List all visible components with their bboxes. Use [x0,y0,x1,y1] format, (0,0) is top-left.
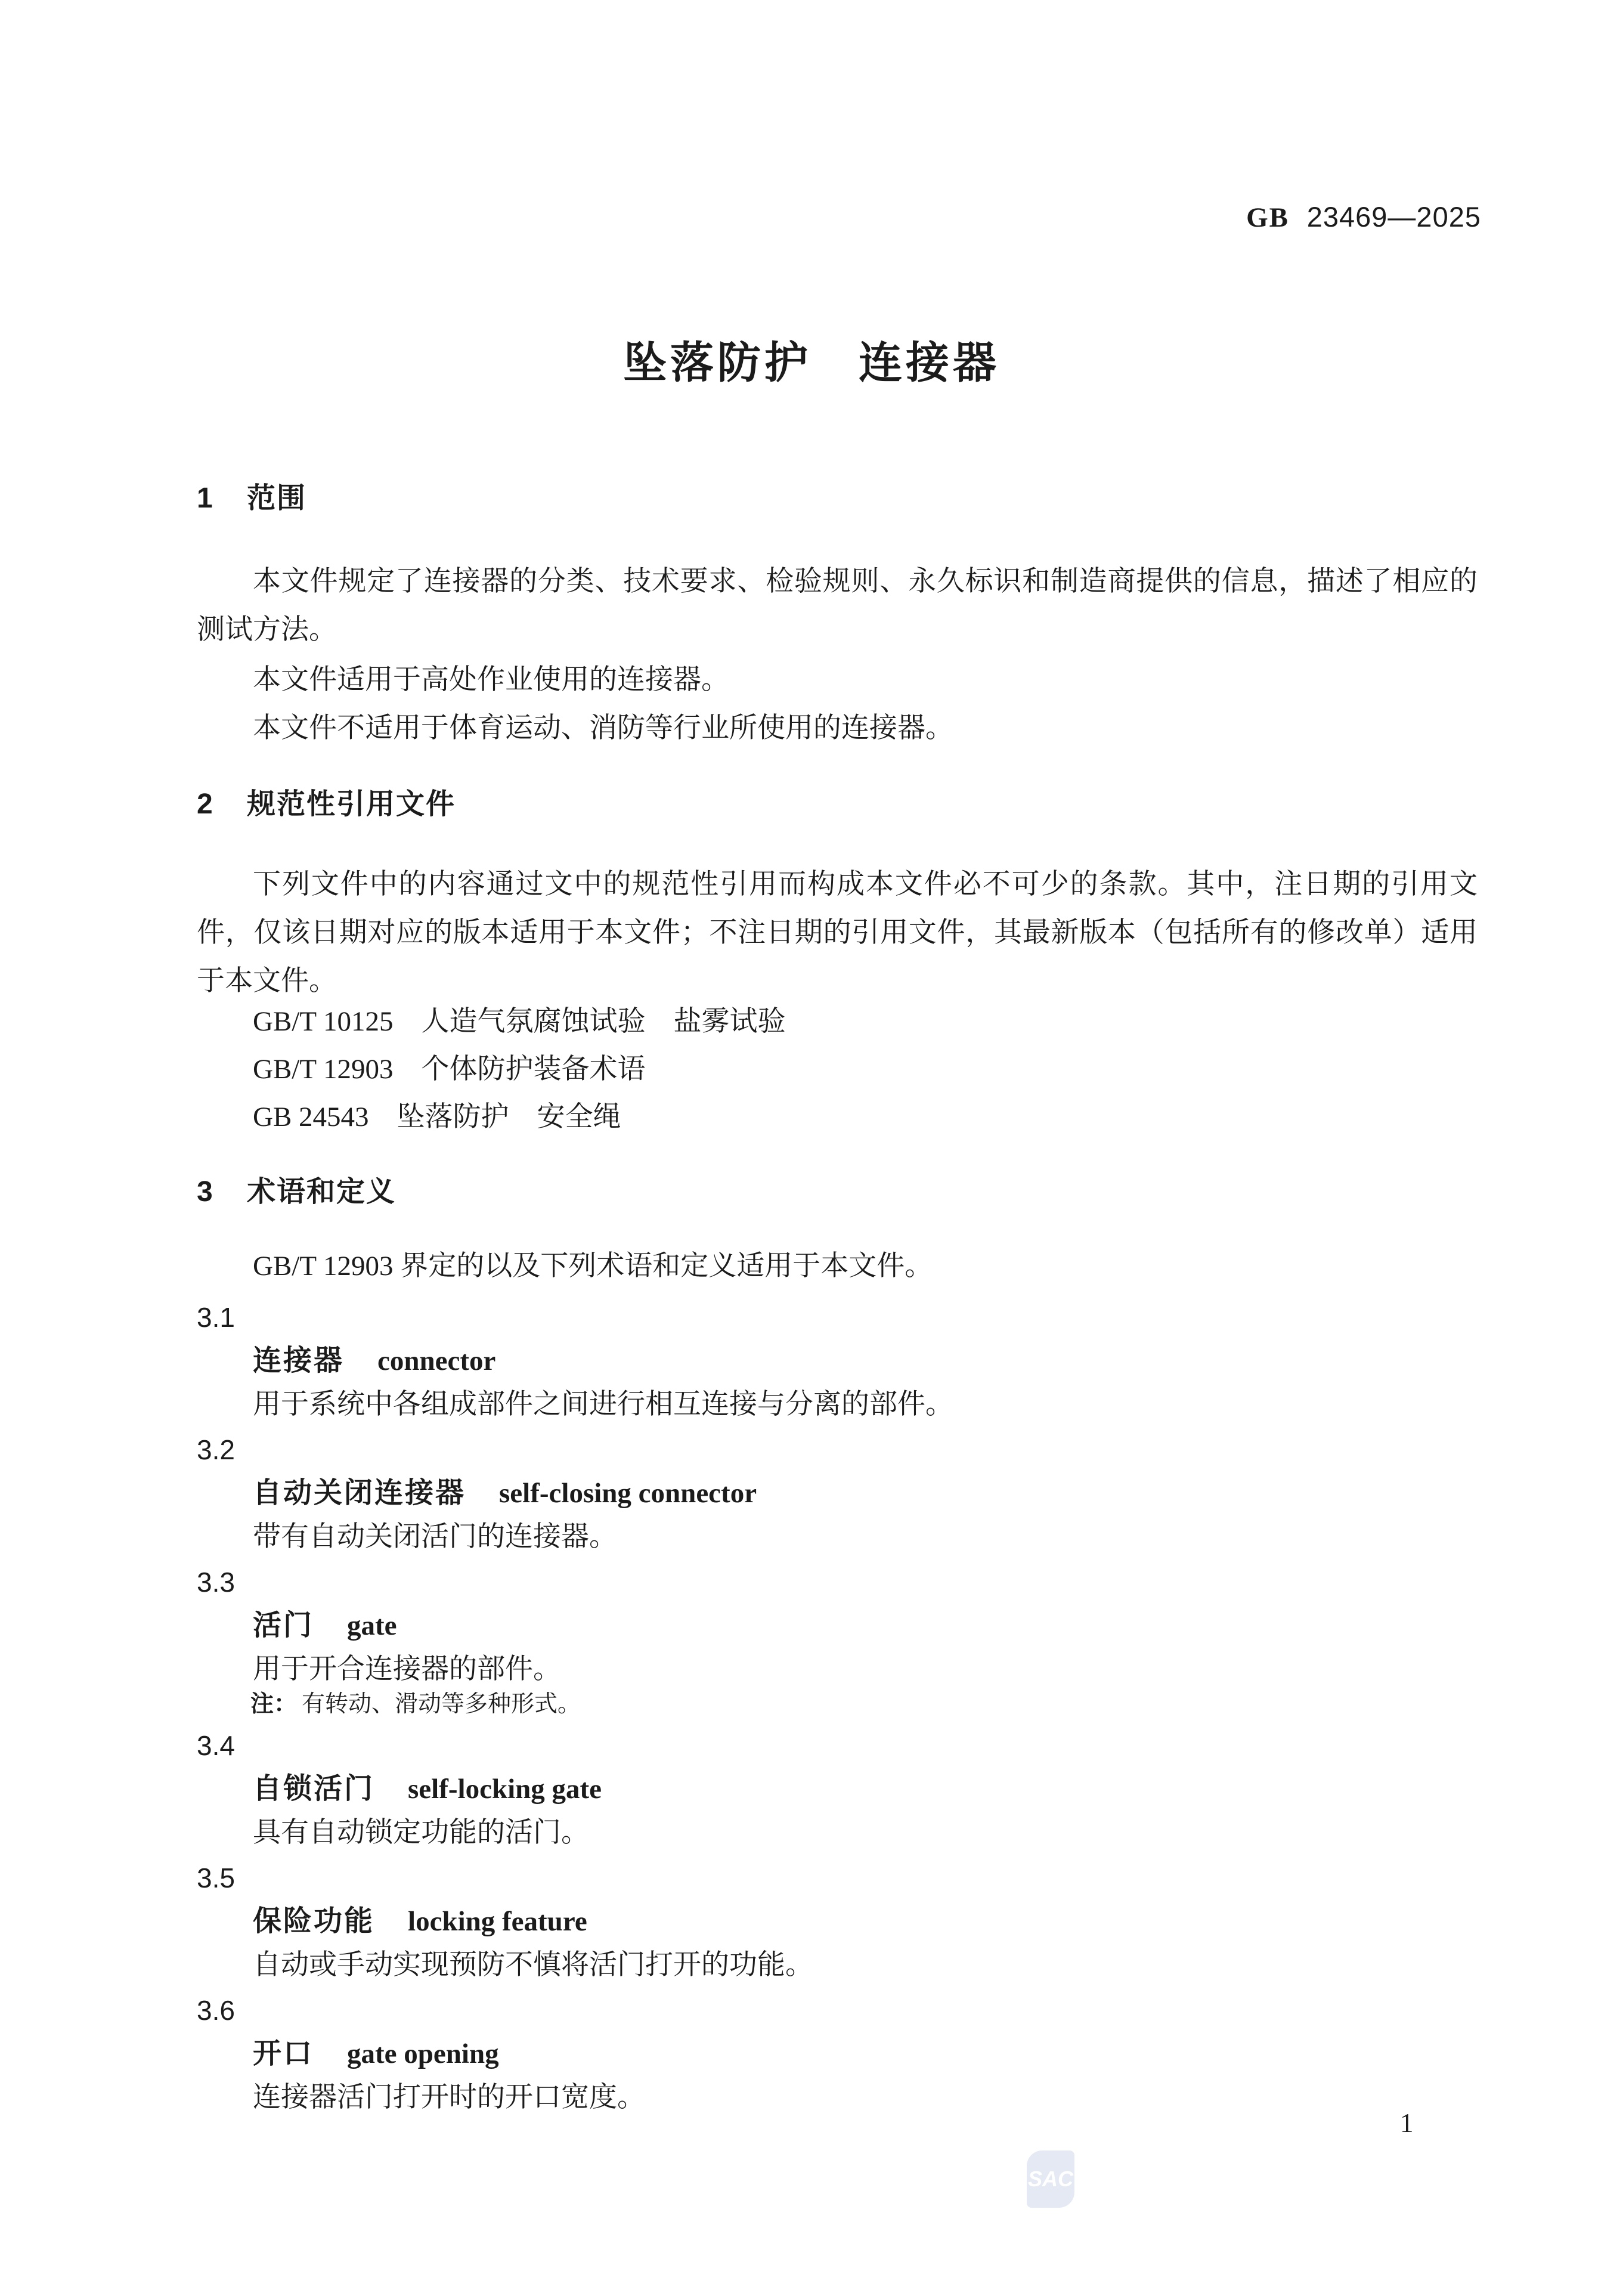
note-3-3-text: 有转动、滑动等多种形式。 [302,1691,581,1717]
scope-paragraph-2: 本文件适用于高处作业使用的连接器。 [253,664,729,695]
clause-number-3-5: 3.5 [197,1862,235,1893]
section-2-heading [197,790,456,819]
term-3-2 [253,1479,757,1508]
definition-3-6: 连接器活门打开时的开口宽度。 [253,2082,645,2113]
definition-3-4: 具有自动锁定功能的活门。 [253,1817,589,1848]
clause-number-3-3: 3.3 [197,1567,235,1598]
term-3-4-en: self-locking gate [408,1774,602,1805]
page-number: 1 [1400,2108,1414,2138]
section-3-heading [197,1178,396,1206]
doc-number [1246,203,1481,232]
doc-number-prefix: GB [1246,202,1289,233]
clause-number-3-2: 3.2 [197,1434,235,1465]
section-3-number: 3 [197,1176,213,1208]
term-3-1-en: connector [377,1345,496,1376]
scope-paragraph-1: 本文件规定了连接器的分类、技术要求、检验规则、永久标识和制造商提供的信息，描述了相应的测试方法。 [197,566,1478,645]
term-3-3-en: gate [347,1610,397,1641]
reference-item-3: GB 24543 坠落防护 安全绳 [253,1101,621,1132]
term-3-6-zh: 开口 [253,2038,314,2069]
sac-watermark-text: SAC [1027,2167,1073,2191]
term-3-5 [253,1907,587,1936]
document-title: 坠落防护 连接器 [623,339,1000,387]
doc-number-value: 23469—2025 [1306,201,1481,233]
clause-number-3-4: 3.4 [197,1730,235,1761]
definition-3-3: 用于开合连接器的部件。 [253,1654,561,1685]
note-3-3 [250,1692,581,1716]
definition-3-5: 自动或手动实现预防不慎将活门打开的功能。 [253,1950,813,1981]
term-3-1-zh: 连接器 [253,1345,345,1376]
section-1-number: 1 [197,482,213,514]
clause-number-3-1: 3.1 [197,1302,235,1333]
reference-item-1: GB/T 10125 人造气氛腐蚀试验 盐雾试验 [253,1006,786,1037]
definition-3-1: 用于系统中各组成部件之间进行相互连接与分离的部件。 [253,1389,953,1420]
term-3-6-en: gate opening [347,2038,499,2069]
section-3-title: 术语和定义 [247,1176,397,1208]
clause-number-3-6: 3.6 [197,1995,235,2026]
reference-item-2: GB/T 12903 个体防护装备术语 [253,1054,646,1085]
term-3-2-en: self-closing connector [499,1478,757,1509]
term-3-4-zh: 自锁活门 [253,1773,375,1805]
section-2-number: 2 [197,788,213,820]
note-3-3-label: 注： [250,1691,298,1717]
term-3-3-zh: 活门 [253,1610,314,1641]
scope-paragraph-3: 本文件不适用于体育运动、消防等行业所使用的连接器。 [253,713,953,744]
term-3-3 [253,1611,397,1640]
term-3-2-zh: 自动关闭连接器 [253,1477,466,1509]
term-3-5-zh: 保险功能 [253,1905,375,1937]
terms-intro: GB/T 12903 界定的以及下列术语和定义适用于本文件。 [253,1251,933,1282]
sac-watermark-logo [1027,2150,1074,2208]
definition-3-2: 带有自动关闭活门的连接器。 [253,1521,617,1552]
term-3-5-en: locking feature [408,1906,587,1937]
section-1-title: 范围 [247,482,307,514]
term-3-6 [253,2040,499,2068]
term-3-1 [253,1347,495,1375]
normative-references-intro: 下列文件中的内容通过文中的规范性引用而构成本文件必不可少的条款。其中，注日期的引用文件，仅该日期对应的版本适用于本文件；不注日期的引用文件，其最新版本（包括所有的修改单）适用于本文件。 [197,869,1478,997]
term-3-4 [253,1775,602,1803]
section-1-heading [197,484,306,513]
section-2-title: 规范性引用文件 [247,788,456,820]
